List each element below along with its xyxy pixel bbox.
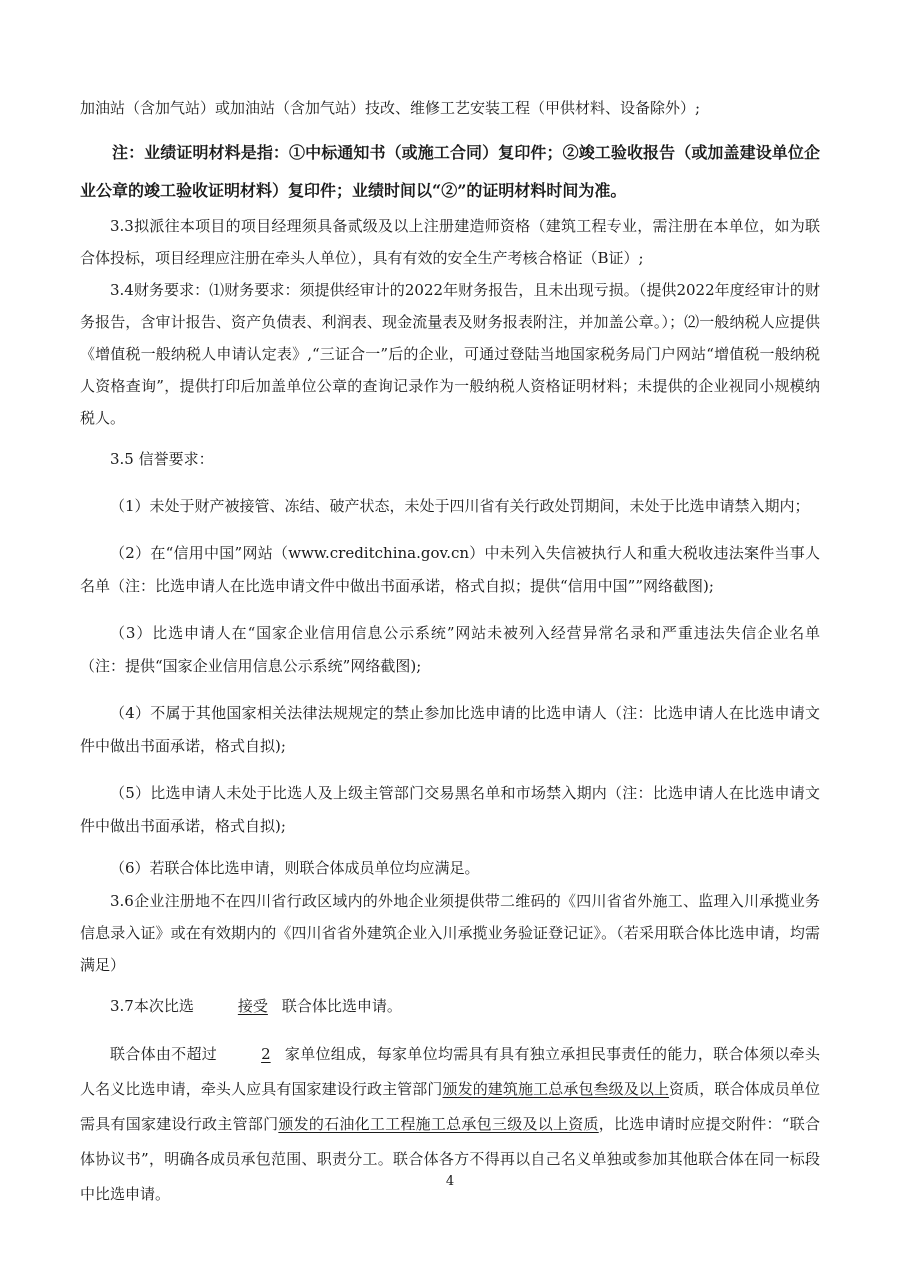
credit-item-3: （3）比选申请人在“国家企业信用信息公示系统”网站未被列入经营异常名录和严重违法失信企业名单（注：提供“国家企业信用信息公示系统”网络截图); <box>80 624 820 675</box>
consortium-member-qualification: 颁发的石油化工工程施工总承包三级及以上资质 <box>278 1115 599 1133</box>
note-performance-evidence: 注：业绩证明材料是指：①中标通知书（或施工合同）复印件；②竣工验收报告（或加盖建设单位企业公章的竣工验收证明材料）复印件；业绩时间以“②”的证明材料时间为准。 <box>80 143 820 200</box>
document-body <box>80 92 820 1212</box>
paragraph-3-7-consortium <box>80 990 820 1023</box>
credit-item-6: （6）若联合体比选申请，则联合体成员单位均应满足。 <box>110 859 480 877</box>
consortium-text-3: 资质，联合体成员单位需具有国家建设行政主管部门 <box>80 1080 820 1133</box>
paragraph-3-5-credit-heading: 3.5 信誉要求： <box>110 450 214 468</box>
credit-item-2: （2）在“信用中国”网站（www.creditchina.gov.cn）中未列入失信被执行人和重大税收违法案件当事人名单（注：比选申请人在比选申请文件中做出书面承诺，格式自拟；提供“信用中国””网络截图); <box>80 544 820 595</box>
p37-suffix: 联合体比选申请。 <box>281 997 402 1015</box>
paragraph-scope-continuation: 加油站（含加气站）或加油站（含加气站）技改、维修工艺安装工程（甲供材料、设备除外）; <box>80 99 701 117</box>
credit-item-5: （5）比选申请人未处于比选人及上级主管部门交易黑名单和市场禁入期内（注：比选申请人在比选申请文件中做出书面承诺，格式自拟); <box>80 784 820 835</box>
paragraph-3-4-financial: 3.4财务要求：⑴财务要求：须提供经审计的2022年财务报告，且未出现亏损。（提供2022年度经审计的财务报告，含审计报告、资产负债表、利润表、现金流量表及财务报表附注，并加盖公章。）；⑵一般纳税人应提供《增值税一般纳税人申请认定表》,“三证合一”后的企业，可通过登陆当地国家税务局门户网站“增值税一般纳税人资格查询”，提供打印后加盖单位公章的查询记录作为一般纳税人资格证明材料；未提供的企业视同小规模纳税人。 <box>80 281 820 427</box>
consortium-text-1: 联合体由不超过 <box>110 1045 218 1063</box>
consortium-text-2: 家单位组成，每家单位均需具有具有独立承担民事责任的能力，联合体须以牵头人名义比选申请，牵头人应具有国家建设行政主管部门 <box>80 1045 820 1098</box>
consortium-lead-qualification: 颁发的建筑施工总承包叁级及以上 <box>442 1080 670 1098</box>
credit-item-4: （4）不属于其他国家相关法律法规规定的禁止参加比选申请的比选申请人（注：比选申请人在比选申请文件中做出书面承诺，格式自拟); <box>80 704 820 755</box>
paragraph-3-6-out-of-province: 3.6企业注册地不在四川省行政区域内的外地企业须提供带二维码的《四川省省外施工、监理入川承揽业务信息录入证》或在有效期内的《四川省省外建筑企业入川承揽业务验证登记证》。（若采用联合体比选申请，均需满足） <box>80 892 820 974</box>
credit-item-1: （1）未处于财产被接管、冻结、破产状态，未处于四川省有关行政处罚期间，未处于比选申请禁入期内； <box>110 497 810 515</box>
page-number: 4 <box>445 1174 455 1189</box>
p37-prefix: 3.7本次比选 <box>110 997 194 1015</box>
consortium-member-count: 2 <box>261 1045 271 1063</box>
p37-accept-underlined: 接受 <box>237 997 268 1015</box>
paragraph-3-3-project-manager: 3.3拟派往本项目的项目经理须具备贰级及以上注册建造师资格（建筑工程专业，需注册在本单位，如为联合体投标，项目经理应注册在牵头人单位），具有有效的安全生产考核合格证（B证）; <box>80 217 820 267</box>
consortium-text-4: ，比选申请时应提交附件：“联合体协议书”，明确各成员承包范围、职责分工。联合体各方不得再以自己名义单独或参加其他联合体在同一标段中比选申请。 <box>80 1115 820 1203</box>
